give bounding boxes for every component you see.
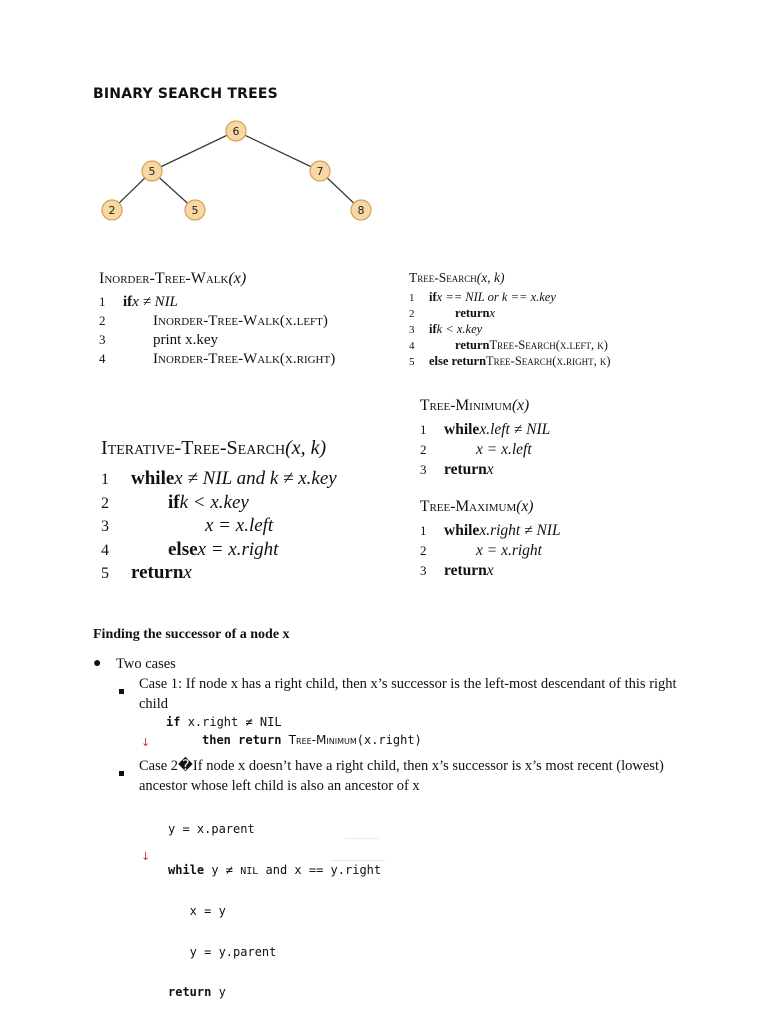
keyword: if: [123, 294, 133, 310]
faint-line: [330, 860, 385, 861]
code-text: x: [489, 306, 496, 320]
line-number: 1: [420, 422, 427, 437]
code-text: Inorder-Tree-Walk(x.right): [153, 351, 336, 367]
case-1-text: Case 1: If node x has a right child, then x’s successor is the left-most descendant of this right child: [139, 676, 677, 712]
code-text: x = x.right: [476, 542, 542, 559]
keyword: return: [455, 306, 490, 320]
code-line: [99, 332, 335, 351]
keyword: if: [429, 322, 437, 336]
successor-section-title: Finding the successor of a node x: [93, 627, 290, 642]
code-line: [99, 351, 335, 370]
tree-node-label: 7: [316, 165, 324, 178]
tree-edge: [236, 131, 320, 171]
keyword: while: [444, 421, 480, 438]
code-text: x.left ≠ NIL: [479, 421, 551, 438]
code-line: [101, 492, 337, 516]
tree-node-left-right: [185, 200, 205, 220]
code-text: print x.key: [153, 332, 218, 348]
arrow-marker-icon: ↓: [141, 736, 151, 749]
algorithm-header: [409, 270, 611, 286]
line-number: 2: [99, 313, 106, 328]
algorithm-header: [420, 397, 550, 415]
code-line: [99, 294, 335, 313]
code-line: return y: [168, 985, 226, 999]
code-line: [101, 539, 337, 563]
line-number: 3: [409, 324, 415, 336]
code-line: [99, 313, 335, 332]
algorithm-header: [101, 437, 337, 460]
code-line: y = y.parent: [168, 944, 277, 959]
keyword: return: [444, 562, 487, 579]
code-line: [101, 562, 337, 586]
code-line: [420, 441, 550, 461]
line-number: 4: [99, 351, 106, 366]
code-line: y = x.parent: [168, 822, 255, 836]
code-text: x = x.right: [197, 538, 279, 560]
tree-node-left-left: [102, 200, 122, 220]
code-text: k < x.key: [436, 322, 483, 336]
code-line: [420, 542, 561, 562]
code-line: [409, 322, 611, 338]
faint-line: [345, 838, 380, 839]
tree-node-right: [310, 161, 330, 181]
tree-node-right-right: [351, 200, 371, 220]
tree-node-label: 5: [148, 165, 156, 178]
code-text: x.right ≠ NIL: [479, 522, 561, 539]
code-line: while y ≠ NIL and x == y.right: [168, 862, 382, 877]
line-number: 2: [101, 494, 109, 512]
code-text: Inorder-Tree-Walk(x.left): [153, 313, 328, 329]
code-line: [420, 522, 561, 542]
keyword: if: [429, 290, 437, 304]
line-number: 2: [420, 543, 427, 558]
keyword: return: [455, 338, 490, 352]
tree-search-pseudocode: [409, 270, 611, 370]
code-text: (x.right): [356, 733, 422, 747]
code-text: Tree-Search(x.right, k): [486, 354, 611, 368]
code-line: [420, 461, 550, 481]
line-number: 1: [409, 292, 415, 304]
line-number: 2: [420, 442, 427, 457]
case-1-code-line-1: if x.right ≠ NIL: [166, 715, 282, 729]
code-text: k < x.key: [179, 491, 249, 513]
line-number: 1: [420, 523, 427, 538]
case-2-text: Case 2�If node x doesn’t have a right child, then x’s successor is x’s most recent (lowest) ancestor whose left child is also an ancestor of x: [139, 758, 664, 794]
line-number: 2: [409, 308, 415, 320]
arrow-marker-icon: ↓: [141, 850, 151, 863]
code-line: [101, 515, 337, 539]
case-2-code-block: [168, 796, 381, 1013]
code-text: x: [183, 562, 192, 583]
inorder-tree-walk-pseudocode: [99, 270, 335, 370]
code-text: Tree-Search(x.left, k): [489, 338, 608, 352]
code-text-rest: x.right ≠ NIL: [187, 715, 282, 729]
keyword: if: [168, 491, 180, 513]
keyword: while: [444, 522, 480, 539]
tree-node-label: 8: [357, 204, 365, 217]
tree-node-label: 5: [191, 204, 199, 217]
page-title: BINARY SEARCH TREES: [93, 86, 278, 102]
algorithm-args: (x, k): [476, 270, 505, 285]
bullet-square-icon: [119, 681, 124, 699]
code-text: x: [486, 461, 494, 478]
code-line: [409, 354, 611, 370]
tree-maximum-pseudocode: [420, 498, 561, 582]
code-text: x == NIL or k == x.key: [436, 290, 556, 304]
algorithm-header: [99, 270, 335, 288]
keyword: then return: [202, 733, 289, 747]
bullet-dot: ●: [93, 656, 102, 671]
bullet-two-cases: Two cases: [116, 656, 176, 672]
code-text: x ≠ NIL and k ≠ x.key: [174, 468, 337, 489]
line-number: 1: [101, 471, 109, 488]
tree-minimum-pseudocode: [420, 397, 550, 481]
line-number: 3: [101, 518, 109, 535]
keyword: else: [168, 538, 198, 560]
line-number: 3: [420, 462, 427, 477]
code-line: [409, 306, 611, 322]
binary-search-tree-figure: [90, 112, 380, 227]
code-line: [409, 290, 611, 306]
algorithm-name: Iterative-Tree-Search: [101, 437, 286, 459]
algorithm-args: (x): [228, 270, 247, 287]
code-line: [420, 421, 550, 441]
code-line: [101, 468, 337, 492]
line-number: 4: [409, 340, 415, 352]
case-1-code-line-2: [202, 734, 422, 748]
algorithm-name: Inorder-Tree-Walk: [99, 270, 229, 287]
code-text: x = x.left: [205, 515, 274, 536]
line-number: 5: [409, 356, 415, 368]
bullet-square-icon: [119, 763, 124, 781]
tree-node-label: 6: [232, 125, 240, 138]
line-number: 3: [99, 332, 106, 347]
line-number: 5: [101, 565, 109, 582]
code-text: x ≠ NIL: [132, 294, 178, 310]
tree-node-root: [226, 121, 246, 141]
algorithm-header: [420, 498, 561, 516]
tree-node-label: 2: [108, 204, 116, 217]
code-line: x = y: [168, 904, 226, 918]
algorithm-name: Tree-Minimum: [420, 397, 512, 414]
keyword: return: [131, 562, 184, 583]
keyword: return: [444, 461, 487, 478]
algorithm-args: (x): [511, 397, 530, 414]
iterative-tree-search-pseudocode: [101, 437, 337, 586]
code-text: Tree-Minimum: [288, 733, 357, 747]
line-number: 4: [101, 541, 109, 559]
algorithm-name: Tree-Maximum: [420, 498, 517, 515]
tree-edge: [152, 131, 236, 171]
algorithm-args: (x, k): [285, 437, 327, 459]
algorithm-args: (x): [516, 498, 534, 515]
code-line: [409, 338, 611, 354]
tree-node-left: [142, 161, 162, 181]
algorithm-name: Tree-Search: [409, 270, 477, 285]
code-line: [420, 562, 561, 582]
keyword: while: [131, 468, 175, 489]
code-text: x = x.left: [476, 441, 532, 458]
line-number: 1: [99, 294, 106, 309]
keyword: else return: [429, 354, 487, 368]
line-number: 3: [420, 563, 427, 578]
code-text: x: [486, 562, 494, 579]
